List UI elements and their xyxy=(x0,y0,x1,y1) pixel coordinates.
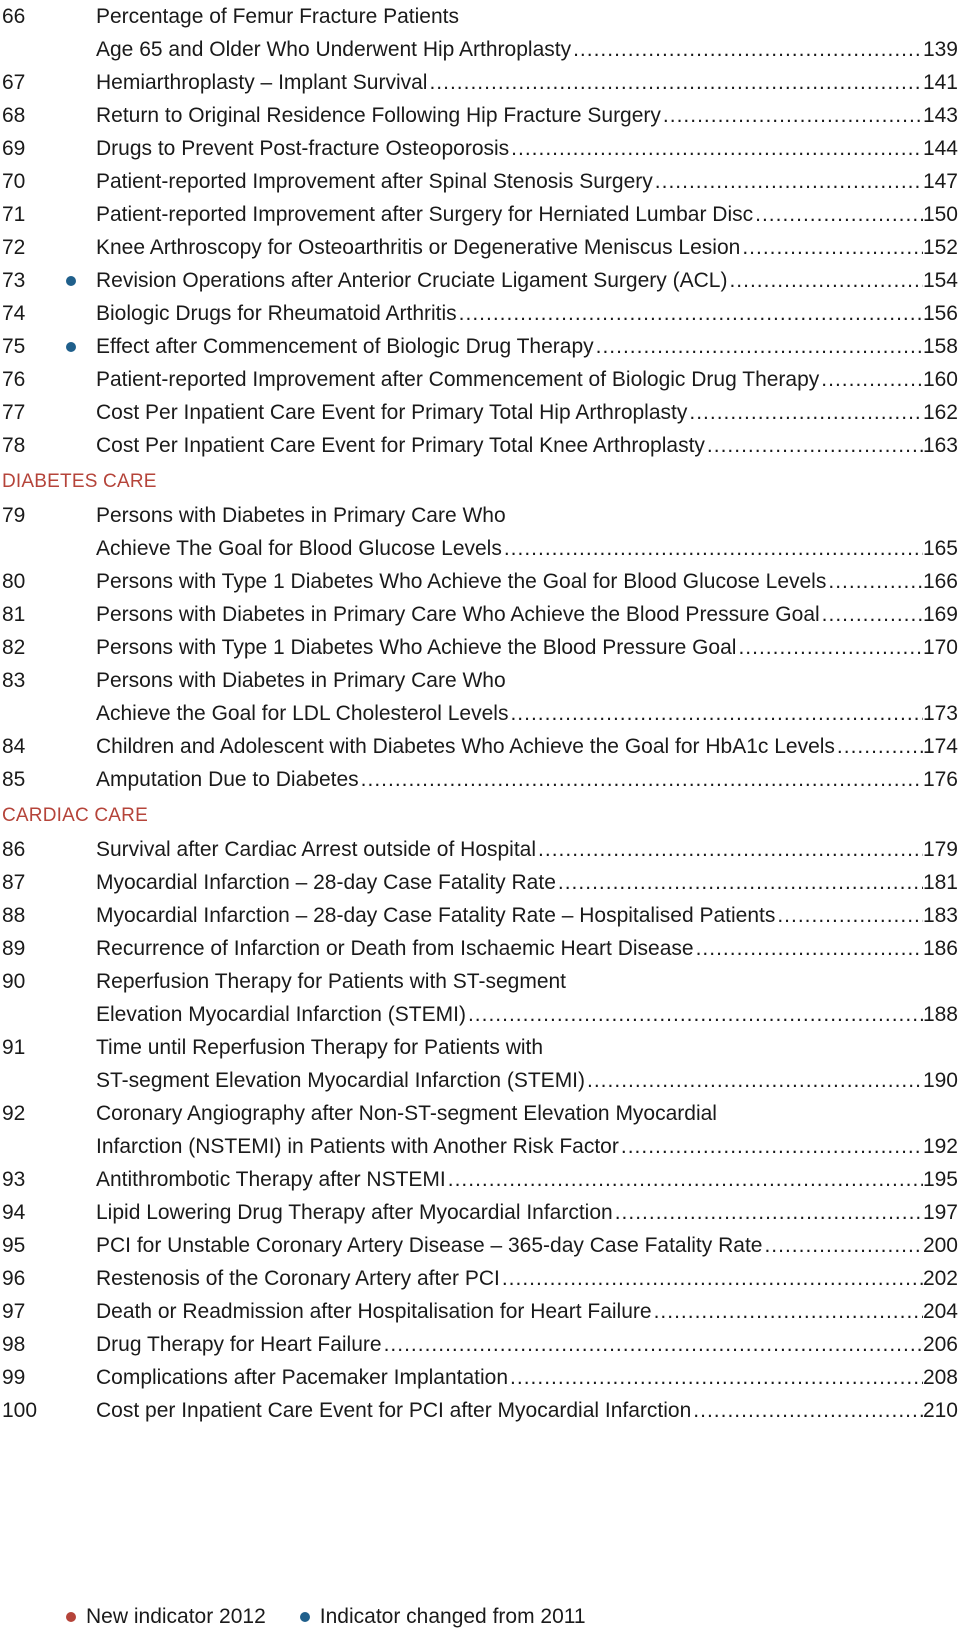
entry-page-number: 176 xyxy=(922,768,958,791)
entry-page-number: 186 xyxy=(922,937,958,960)
entry-title: Elevation Myocardial Infarction (STEMI) xyxy=(96,1003,466,1026)
entry-number: 67 xyxy=(2,71,26,94)
dot-leader xyxy=(446,1163,923,1196)
dot-leader xyxy=(571,33,923,66)
entry-leader-line xyxy=(96,631,958,664)
toc-entry[interactable] xyxy=(0,1262,958,1295)
dot-leader xyxy=(594,330,923,363)
entry-leader-line xyxy=(96,565,958,598)
entry-page-number: 200 xyxy=(922,1234,958,1257)
toc-entry[interactable] xyxy=(0,1295,958,1328)
entry-number: 100 xyxy=(2,1399,38,1422)
entry-title: Persons with Type 1 Diabetes Who Achieve the Goal for Blood Glucose Levels xyxy=(96,570,827,593)
entry-page-number: 179 xyxy=(922,838,958,861)
entry-title: PCI for Unstable Coronary Artery Disease – 365-day Case Fatality Rate xyxy=(96,1234,763,1257)
entry-title: Myocardial Infarction – 28-day Case Fatality Rate – Hospitalised Patients xyxy=(96,904,776,927)
entry-leader-line xyxy=(96,1262,958,1295)
entry-title: Recurrence of Infarction or Death from Ischaemic Heart Disease xyxy=(96,937,694,960)
entry-leader-line xyxy=(96,330,958,363)
toc-entry[interactable] xyxy=(0,429,958,462)
toc-entry[interactable] xyxy=(0,264,958,297)
entry-leader-line xyxy=(96,932,958,965)
entry-page-number: 188 xyxy=(922,1003,958,1026)
entry-leader-line xyxy=(96,1064,958,1097)
dot-leader xyxy=(502,532,923,565)
entry-number: 97 xyxy=(2,1300,26,1323)
entry-page-number: 210 xyxy=(922,1399,958,1422)
legend-item-changed xyxy=(300,1604,586,1630)
entry-leader-line xyxy=(96,833,958,866)
entry-title: Survival after Cardiac Arrest outside of Hospital xyxy=(96,838,537,861)
toc-entry[interactable] xyxy=(0,1097,958,1163)
entry-leader-line xyxy=(96,396,958,429)
entry-number: 83 xyxy=(2,669,26,692)
toc-entry[interactable] xyxy=(0,231,958,264)
entry-title-line1: Percentage of Femur Fracture Patients xyxy=(96,5,459,28)
entry-leader-line xyxy=(96,132,958,165)
entry-page-number: 206 xyxy=(922,1333,958,1356)
toc-entry[interactable] xyxy=(0,899,958,932)
entry-title-line1: Time until Reperfusion Therapy for Patients with xyxy=(96,1036,544,1059)
dot-leader xyxy=(382,1328,923,1361)
entry-title: Infarction (NSTEMI) in Patients with Another Risk Factor xyxy=(96,1135,619,1158)
entry-leader-line xyxy=(96,1196,958,1229)
entry-number: 73 xyxy=(2,269,26,292)
entry-page-number: 163 xyxy=(922,434,958,457)
toc-entry[interactable] xyxy=(0,730,958,763)
entry-number: 87 xyxy=(2,871,26,894)
entry-leader-line xyxy=(96,1130,958,1163)
dot-leader xyxy=(652,1295,923,1328)
entry-page-number: 162 xyxy=(922,401,958,424)
entry-page-number: 181 xyxy=(922,871,958,894)
toc-entry[interactable] xyxy=(0,1361,958,1394)
entry-page-number: 166 xyxy=(922,570,958,593)
entry-number: 93 xyxy=(2,1168,26,1191)
dot-leader xyxy=(736,631,922,664)
entry-title: ST-segment Elevation Myocardial Infarction (STEMI) xyxy=(96,1069,586,1092)
entry-number: 96 xyxy=(2,1267,26,1290)
toc-entry[interactable] xyxy=(0,664,958,730)
dot-leader xyxy=(619,1130,923,1163)
dot-leader xyxy=(500,1262,923,1295)
entry-title: Persons with Diabetes in Primary Care Who Achieve the Blood Pressure Goal xyxy=(96,603,820,626)
entry-title: Persons with Type 1 Diabetes Who Achieve the Blood Pressure Goal xyxy=(96,636,737,659)
entry-title: Myocardial Infarction – 28-day Case Fatality Rate xyxy=(96,871,556,894)
entry-title: Lipid Lowering Drug Therapy after Myocardial Infarction xyxy=(96,1201,613,1224)
entry-number: 71 xyxy=(2,203,26,226)
toc-entry[interactable] xyxy=(0,631,958,664)
entry-number: 68 xyxy=(2,104,26,127)
entry-number: 70 xyxy=(2,170,26,193)
dot-leader xyxy=(705,429,923,462)
entry-number: 72 xyxy=(2,236,26,259)
dot-leader xyxy=(740,231,923,264)
red-dot-icon xyxy=(66,1612,76,1622)
entry-page-number: 208 xyxy=(922,1366,958,1389)
entry-leader-line xyxy=(96,198,958,231)
dot-leader xyxy=(835,730,923,763)
toc-entry[interactable] xyxy=(0,99,958,132)
toc-entry[interactable] xyxy=(0,297,958,330)
entry-title: Revision Operations after Anterior Cruciate Ligament Surgery (ACL) xyxy=(96,269,728,292)
toc-entry[interactable] xyxy=(0,866,958,899)
section-heading: CARDIAC CARE xyxy=(2,805,148,826)
dot-leader xyxy=(819,363,923,396)
dot-leader xyxy=(427,66,922,99)
entry-leader-line xyxy=(96,899,958,932)
entry-number: 76 xyxy=(2,368,26,391)
entry-leader-line xyxy=(96,532,958,565)
dot-leader xyxy=(691,1394,923,1427)
dot-leader xyxy=(661,99,923,132)
entry-title: Antithrombotic Therapy after NSTEMI xyxy=(96,1168,446,1191)
toc-entry[interactable] xyxy=(0,499,958,565)
entry-page-number: 174 xyxy=(922,735,958,758)
toc-entry[interactable] xyxy=(0,565,958,598)
entry-number: 86 xyxy=(2,838,26,861)
toc-entry[interactable] xyxy=(0,1328,958,1361)
toc-entry[interactable] xyxy=(0,1394,958,1427)
entry-leader-line xyxy=(96,429,958,462)
entry-page-number: 173 xyxy=(922,702,958,725)
toc-entry[interactable] xyxy=(0,330,958,363)
entry-leader-line xyxy=(96,1394,958,1427)
entry-leader-line xyxy=(96,1163,958,1196)
entry-page-number: 202 xyxy=(922,1267,958,1290)
entry-leader-line xyxy=(96,1361,958,1394)
entry-page-number: 158 xyxy=(922,335,958,358)
toc-entry[interactable] xyxy=(0,965,958,1031)
entry-title: Death or Readmission after Hospitalisation for Heart Failure xyxy=(96,1300,652,1323)
section-heading: DIABETES CARE xyxy=(2,471,157,492)
entry-leader-line xyxy=(96,697,958,730)
toc-entry[interactable] xyxy=(0,363,958,396)
dot-leader xyxy=(508,697,923,730)
entry-title: Patient-reported Improvement after Spinal Stenosis Surgery xyxy=(96,170,653,193)
entry-page-number: 150 xyxy=(922,203,958,226)
entry-page-number: 139 xyxy=(922,38,958,61)
entry-leader-line xyxy=(96,998,958,1031)
entry-title: Patient-reported Improvement after Commencement of Biologic Drug Therapy xyxy=(96,368,820,391)
toc-entry[interactable] xyxy=(0,165,958,198)
entry-title: Amputation Due to Diabetes xyxy=(96,768,359,791)
entry-leader-line xyxy=(96,264,958,297)
entry-number: 90 xyxy=(2,970,26,993)
dot-leader xyxy=(585,1064,923,1097)
entry-page-number: 195 xyxy=(922,1168,958,1191)
entry-leader-line xyxy=(96,1328,958,1361)
entry-number: 92 xyxy=(2,1102,26,1125)
dot-leader xyxy=(753,198,923,231)
dot-leader xyxy=(536,833,923,866)
entry-number: 99 xyxy=(2,1366,26,1389)
entry-page-number: 147 xyxy=(922,170,958,193)
dot-leader xyxy=(653,165,923,198)
entry-number: 78 xyxy=(2,434,26,457)
entry-number: 80 xyxy=(2,570,26,593)
dot-leader xyxy=(694,932,923,965)
entry-page-number: 165 xyxy=(922,537,958,560)
blue-dot-icon xyxy=(66,342,76,352)
entry-number: 75 xyxy=(2,335,26,358)
toc-entry[interactable] xyxy=(0,833,958,866)
toc-entry[interactable] xyxy=(0,932,958,965)
entry-number: 82 xyxy=(2,636,26,659)
entry-title: Cost Per Inpatient Care Event for Primary Total Hip Arthroplasty xyxy=(96,401,688,424)
entry-page-number: 141 xyxy=(922,71,958,94)
entry-title-line1: Coronary Angiography after Non-ST-segment Elevation Myocardial xyxy=(96,1102,717,1125)
toc-entry[interactable] xyxy=(0,1031,958,1097)
entry-title: Achieve the Goal for LDL Cholesterol Levels xyxy=(96,702,509,725)
entry-page-number: 144 xyxy=(922,137,958,160)
entry-page-number: 169 xyxy=(922,603,958,626)
dot-leader xyxy=(762,1229,922,1262)
entry-title: Drugs to Prevent Post-fracture Osteoporosis xyxy=(96,137,510,160)
toc-entry[interactable] xyxy=(0,598,958,631)
entry-page-number: 190 xyxy=(922,1069,958,1092)
entry-leader-line xyxy=(96,763,958,796)
entry-number: 79 xyxy=(2,504,26,527)
entry-page-number: 170 xyxy=(922,636,958,659)
entry-title: Cost per Inpatient Care Event for PCI after Myocardial Infarction xyxy=(96,1399,692,1422)
entry-title: Effect after Commencement of Biologic Drug Therapy xyxy=(96,335,594,358)
entry-page-number: 160 xyxy=(922,368,958,391)
entry-title: Cost Per Inpatient Care Event for Primary Total Knee Arthroplasty xyxy=(96,434,705,457)
entry-number: 88 xyxy=(2,904,26,927)
toc-entry[interactable] xyxy=(0,198,958,231)
dot-leader xyxy=(466,998,923,1031)
entry-leader-line xyxy=(96,1295,958,1328)
entry-leader-line xyxy=(96,231,958,264)
entry-number: 85 xyxy=(2,768,26,791)
toc-entry[interactable] xyxy=(0,396,958,429)
toc-entry[interactable] xyxy=(0,1196,958,1229)
entry-title-line1: Persons with Diabetes in Primary Care Who xyxy=(96,669,506,692)
legend-changed-label: Indicator changed from 2011 xyxy=(319,1605,586,1628)
toc-entry[interactable] xyxy=(0,132,958,165)
toc-entry[interactable] xyxy=(0,66,958,99)
dot-leader xyxy=(613,1196,923,1229)
entry-leader-line xyxy=(96,730,958,763)
entry-page-number: 204 xyxy=(922,1300,958,1323)
entry-leader-line xyxy=(96,1229,958,1262)
legend xyxy=(66,1604,620,1630)
entry-title: Age 65 and Older Who Underwent Hip Arthroplasty xyxy=(96,38,572,61)
entry-title: Complications after Pacemaker Implantation xyxy=(96,1366,509,1389)
legend-item-new xyxy=(66,1604,266,1630)
entry-number: 89 xyxy=(2,937,26,960)
entry-page-number: 143 xyxy=(922,104,958,127)
toc-entry[interactable] xyxy=(0,0,958,66)
entry-title: Drug Therapy for Heart Failure xyxy=(96,1333,382,1356)
entry-title: Hemiarthroplasty – Implant Survival xyxy=(96,71,428,94)
entry-page-number: 192 xyxy=(922,1135,958,1158)
blue-dot-icon xyxy=(66,276,76,286)
entry-number: 91 xyxy=(2,1036,26,1059)
dot-leader xyxy=(727,264,923,297)
entry-leader-line xyxy=(96,33,958,66)
toc-entry[interactable] xyxy=(0,1163,958,1196)
dot-leader xyxy=(509,132,923,165)
entry-title: Achieve The Goal for Blood Glucose Levels xyxy=(96,537,502,560)
entry-page-number: 156 xyxy=(922,302,958,325)
dot-leader xyxy=(775,899,923,932)
entry-number: 84 xyxy=(2,735,26,758)
entry-leader-line xyxy=(96,297,958,330)
entry-number: 77 xyxy=(2,401,26,424)
entry-title: Knee Arthroscopy for Osteoarthritis or Degenerative Meniscus Lesion xyxy=(96,236,741,259)
entry-leader-line xyxy=(96,165,958,198)
entry-leader-line xyxy=(96,866,958,899)
entry-page-number: 183 xyxy=(922,904,958,927)
entry-leader-line xyxy=(96,363,958,396)
dot-leader xyxy=(556,866,923,899)
entry-leader-line xyxy=(96,99,958,132)
legend-new-label: New indicator 2012 xyxy=(86,1605,266,1628)
entry-page-number: 152 xyxy=(922,236,958,259)
entry-number: 94 xyxy=(2,1201,26,1224)
entry-page-number: 154 xyxy=(922,269,958,292)
toc-entry[interactable] xyxy=(0,763,958,796)
dot-leader xyxy=(508,1361,923,1394)
dot-leader xyxy=(687,396,923,429)
toc-entry[interactable] xyxy=(0,1229,958,1262)
blue-dot-icon xyxy=(300,1612,310,1622)
entry-number: 69 xyxy=(2,137,26,160)
entry-title: Patient-reported Improvement after Surgery for Herniated Lumbar Disc xyxy=(96,203,754,226)
entry-number: 74 xyxy=(2,302,26,325)
entry-leader-line xyxy=(96,66,958,99)
entry-title-line1: Reperfusion Therapy for Patients with ST-segment xyxy=(96,970,567,993)
entry-title: Restenosis of the Coronary Artery after PCI xyxy=(96,1267,500,1290)
entry-title: Return to Original Residence Following Hip Fracture Surgery xyxy=(96,104,661,127)
entry-number: 81 xyxy=(2,603,26,626)
entry-title: Children and Adolescent with Diabetes Who Achieve the Goal for HbA1c Levels xyxy=(96,735,835,758)
dot-leader xyxy=(359,763,923,796)
dot-leader xyxy=(826,565,923,598)
entry-title: Biologic Drugs for Rheumatoid Arthritis xyxy=(96,302,457,325)
entry-title-line1: Persons with Diabetes in Primary Care Who xyxy=(96,504,506,527)
dot-leader xyxy=(457,297,923,330)
entry-number: 95 xyxy=(2,1234,26,1257)
dot-leader xyxy=(820,598,923,631)
entry-leader-line xyxy=(96,598,958,631)
entry-number: 98 xyxy=(2,1333,26,1356)
entry-number: 66 xyxy=(2,5,26,28)
entry-page-number: 197 xyxy=(922,1201,958,1224)
